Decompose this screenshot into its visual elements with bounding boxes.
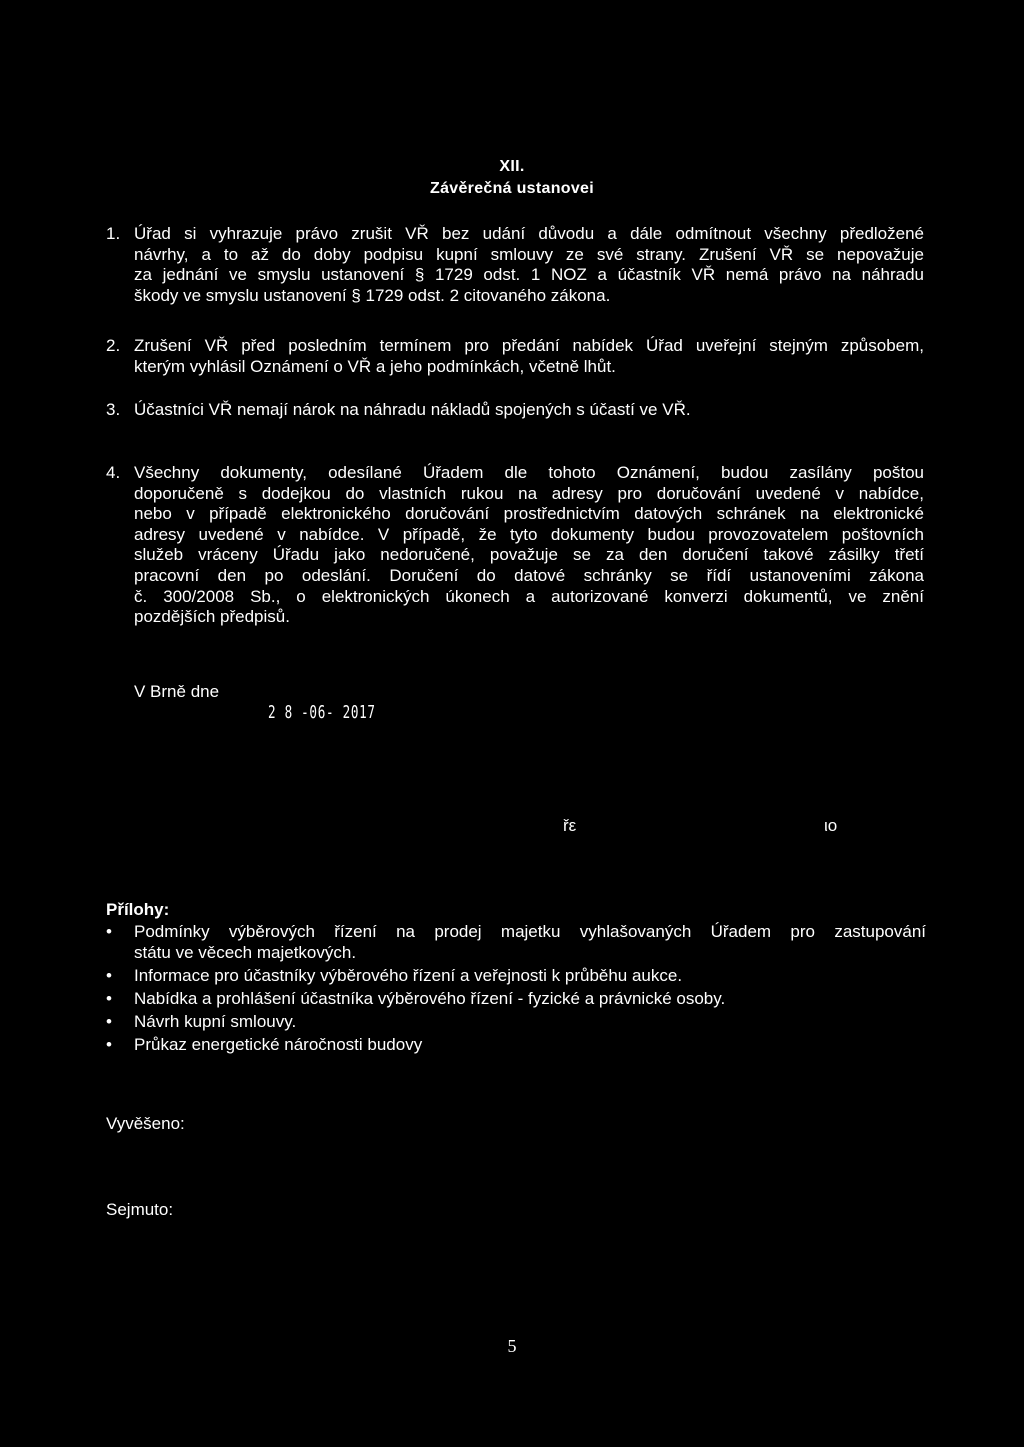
section-title: Závěrečná ustanovei — [430, 180, 594, 197]
paragraph-2 — [106, 336, 924, 377]
list-item — [106, 1034, 926, 1055]
bullet-icon: • — [106, 922, 112, 941]
paragraph-line: za jednání ve smyslu ustanovení § 1729 odst. 1 NOZ a účastník VŘ nemá právo na náhradu — [134, 265, 924, 285]
paragraph-line: doporučeně s dodejkou do vlastních rukou na adresy pro doručování uvedené v nabídce, — [134, 483, 924, 503]
paragraph-number: 1. — [106, 224, 121, 243]
paragraph-number: 4. — [106, 463, 121, 482]
paragraph-line: kterým vyhlásil Oznámení o VŘ a jeho podmínkách, včetně lhůt. — [134, 356, 616, 376]
bullet-icon: • — [106, 966, 112, 985]
paragraph-line: služeb vráceny Úřadu jako nedoručené, považuje se za den doručení takové zásilky třetí — [134, 545, 924, 565]
paragraph-3 — [106, 400, 924, 421]
paragraph-1 — [106, 224, 924, 306]
place-date-label: V Brně dne — [134, 682, 220, 701]
bullet-icon: • — [106, 989, 112, 1008]
list-item — [106, 965, 926, 986]
section-number: XII. — [499, 158, 525, 175]
bullet-icon: • — [106, 1035, 112, 1054]
paragraph-line: Účastníci VŘ nemají nárok na náhradu nákladů spojených s účastí ve VŘ. — [134, 400, 691, 419]
attachments-heading: Přílohy: — [106, 900, 170, 919]
paragraph-line: Zrušení VŘ před posledním termínem pro předání nabídek Úřad uveřejní stejným způsobem, — [134, 336, 924, 355]
paragraph-line: pozdějších předpisů. — [134, 607, 290, 627]
list-item-line: Nabídka a prohlášení účastníka výběrového řízení - fyzické a právnické osoby. — [134, 989, 726, 1008]
removed-label: Sejmuto: — [106, 1200, 174, 1219]
paragraph-line: Úřad si vyhrazuje právo zrušit VŘ bez udání důvodu a dále odmítnout všechny předložené — [134, 224, 924, 243]
list-item — [106, 1011, 926, 1032]
list-item-line: Návrh kupní smlouvy. — [134, 1012, 297, 1031]
list-item — [106, 988, 926, 1009]
signature-fragment-left: řε — [563, 816, 577, 835]
list-item-line: Informace pro účastníky výběrového řízení a veřejnosti k průběhu aukce. — [134, 966, 683, 985]
page-number: 5 — [507, 1336, 517, 1356]
list-item-line: státu ve věcech majetkových. — [134, 943, 357, 962]
date-stamp: 2 8 -06- 2017 — [268, 702, 376, 723]
paragraph-line: adresy uvedené v nabídce. V případě, že tyto dokumenty budou provozovatelem poštovních — [134, 524, 924, 544]
paragraph-number: 3. — [106, 400, 121, 419]
list-item-line: Podmínky výběrových řízení na prodej majetku vyhlašovaných Úřadem pro zastupování — [134, 922, 926, 941]
paragraph-line: č. 300/2008 Sb., o elektronických úkonech a autorizované konverzi dokumentů, ve znění — [134, 586, 924, 606]
bullet-icon: • — [106, 1012, 112, 1031]
posted-label: Vyvěšeno: — [106, 1114, 185, 1133]
paragraph-line: návrhy, a to až do doby podpisu kupní smlouvy ze své strany. Zrušení VŘ se nepovažuje — [134, 244, 924, 264]
paragraph-line: nebo v případě elektronického doručování prostřednictvím datových schránek na elektronické — [134, 504, 924, 524]
signature-fragment-right: ιo — [824, 816, 838, 835]
paragraph-4 — [106, 463, 924, 628]
paragraph-line: škody ve smyslu ustanovení § 1729 odst. 2 citovaného zákona. — [134, 285, 611, 305]
list-item-line: Průkaz energetické náročnosti budovy — [134, 1035, 423, 1054]
paragraph-number: 2. — [106, 336, 121, 355]
list-item — [106, 921, 926, 963]
attachments-list — [106, 921, 926, 1057]
paragraph-line: Všechny dokumenty, odesílané Úřadem dle tohoto Oznámení, budou zasílány poštou — [134, 463, 924, 482]
paragraph-line: pracovní den po odeslání. Doručení do datové schránky se řídí ustanoveními zákona — [134, 565, 924, 585]
